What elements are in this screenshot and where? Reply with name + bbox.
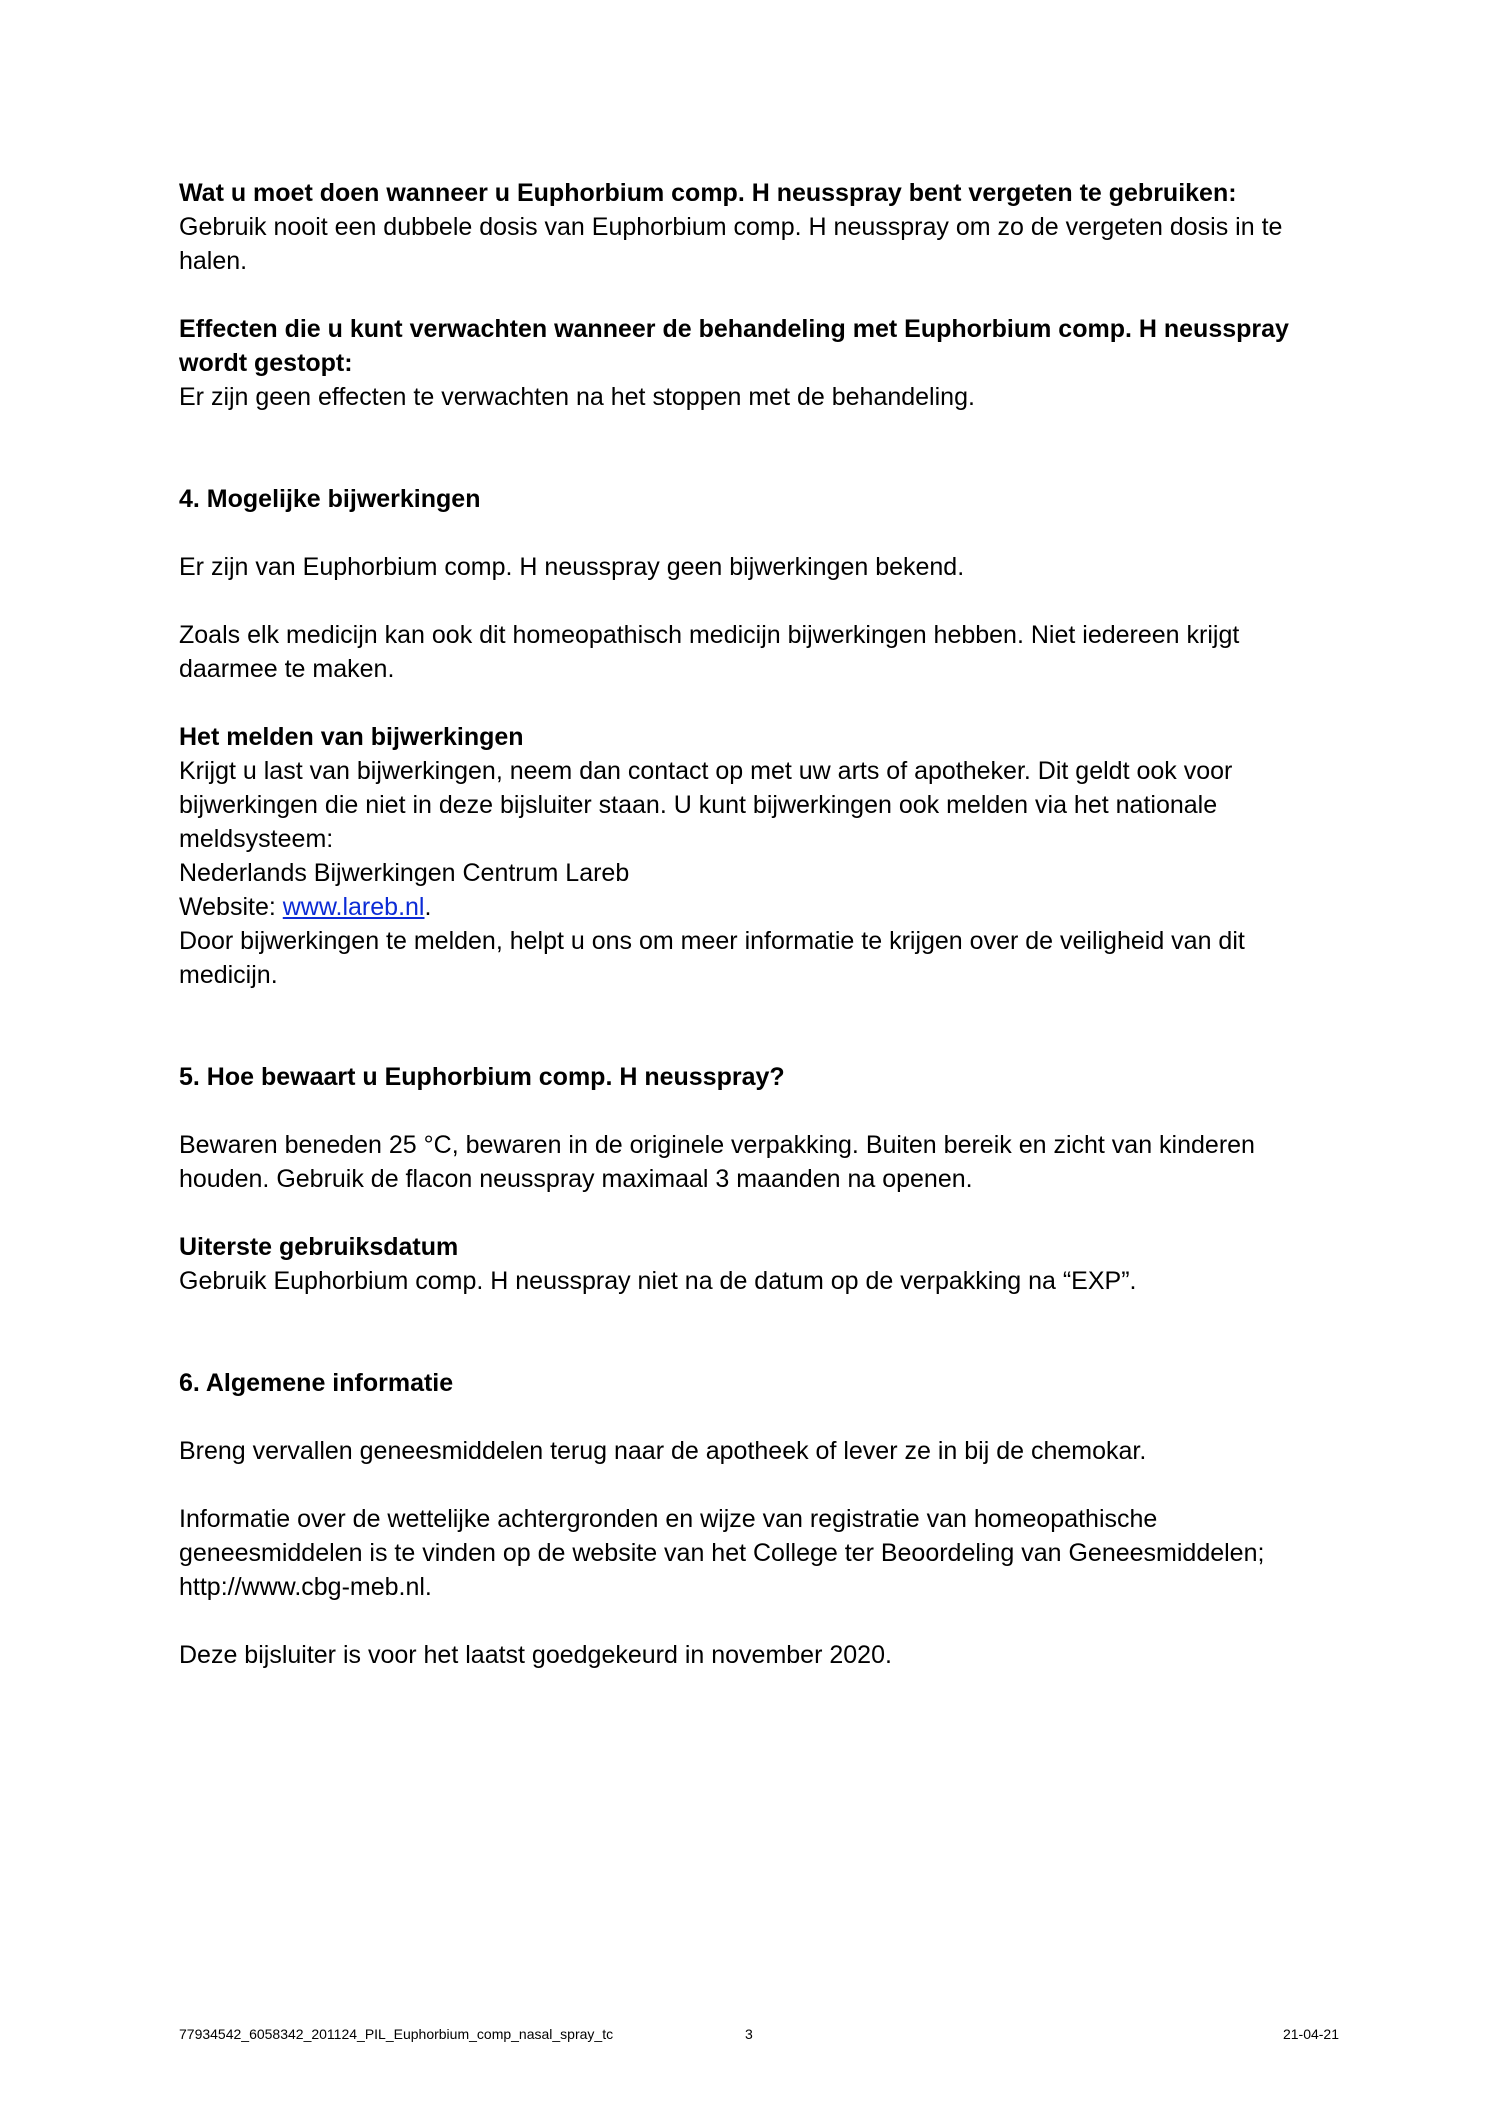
general-p2: Informatie over de wettelijke achtergronden en wijze van registratie van homeopathische geneesmiddelen is te vinden op de website van het College ter Beoordeling van Geneesmiddelen; http://www.cbg-meb.nl.	[179, 1505, 1265, 1601]
stop-effects-text: Er zijn geen effecten te verwachten na het stoppen met de behandeling.	[179, 383, 975, 411]
spacer	[179, 992, 1339, 1060]
spacer	[179, 414, 1339, 482]
footer-page-number: 3	[745, 2026, 753, 2042]
spacer	[179, 1604, 1339, 1638]
forgotten-text: Gebruik nooit een dubbele dosis van Euphorbium comp. H neusspray om zo de vergeten dosis in te halen.	[179, 213, 1283, 275]
spacer	[179, 278, 1339, 312]
spacer	[179, 686, 1339, 720]
forgotten-heading: Wat u moet doen wanneer u Euphorbium comp. H neusspray bent vergeten te gebruiken:	[179, 179, 1237, 207]
page-footer	[179, 2024, 1339, 2044]
storage-text: Bewaren beneden 25 °C, bewaren in de originele verpakking. Buiten bereik en zicht van kinderen houden. Gebruik de flacon neusspray maximaal 3 maanden na openen.	[179, 1131, 1255, 1193]
general-heading: 6. Algemene informatie	[179, 1369, 454, 1397]
spacer	[179, 1196, 1339, 1230]
spacer	[179, 1298, 1339, 1366]
reporting-closing: Door bijwerkingen te melden, helpt u ons om meer informatie te krijgen over de veiligheid van dit medicijn.	[179, 927, 1245, 989]
side-effects-heading: 4. Mogelijke bijwerkingen	[179, 485, 481, 513]
footer-date: 21-04-21	[1282, 2026, 1339, 2042]
reporting-heading: Het melden van bijwerkingen	[179, 723, 524, 751]
spacer	[179, 1468, 1339, 1502]
lareb-website-link[interactable]: www.lareb.nl	[282, 893, 425, 921]
page-body	[179, 176, 1339, 1672]
reporting-website	[179, 890, 1339, 924]
reporting-centre: Nederlands Bijwerkingen Centrum Lareb	[179, 859, 630, 887]
side-effects-p1: Er zijn van Euphorbium comp. H neusspray geen bijwerkingen bekend.	[179, 553, 965, 581]
spacer	[179, 1094, 1339, 1128]
stop-effects-heading: Effecten die u kunt verwachten wanneer de behandeling met Euphorbium comp. H neusspray wordt gestopt:	[179, 315, 1289, 377]
spacer	[179, 516, 1339, 550]
reporting-text: Krijgt u last van bijwerkingen, neem dan contact op met uw arts of apotheker. Dit geldt ook voor bijwerkingen die niet in deze bijsluiter staan. U kunt bijwerkingen ook melden via het nationale meldsysteem:	[179, 757, 1233, 853]
expiry-text: Gebruik Euphorbium comp. H neusspray niet na de datum op de verpakking na “EXP”.	[179, 1267, 1137, 1295]
side-effects-p2: Zoals elk medicijn kan ook dit homeopathisch medicijn bijwerkingen hebben. Niet iedereen krijgt daarmee te maken.	[179, 621, 1240, 683]
general-p3: Deze bijsluiter is voor het laatst goedgekeurd in november 2020.	[179, 1641, 892, 1669]
website-label: Website:	[179, 893, 283, 921]
footer-doc-id: 77934542_6058342_201124_PIL_Euphorbium_comp_nasal_spray_tc	[179, 2026, 614, 2042]
website-suffix: .	[424, 893, 432, 921]
general-p1: Breng vervallen geneesmiddelen terug naar de apotheek of lever ze in bij de chemokar.	[179, 1437, 1147, 1465]
spacer	[179, 1400, 1339, 1434]
spacer	[179, 584, 1339, 618]
expiry-heading: Uiterste gebruiksdatum	[179, 1233, 459, 1261]
storage-heading: 5. Hoe bewaart u Euphorbium comp. H neusspray?	[179, 1063, 785, 1091]
